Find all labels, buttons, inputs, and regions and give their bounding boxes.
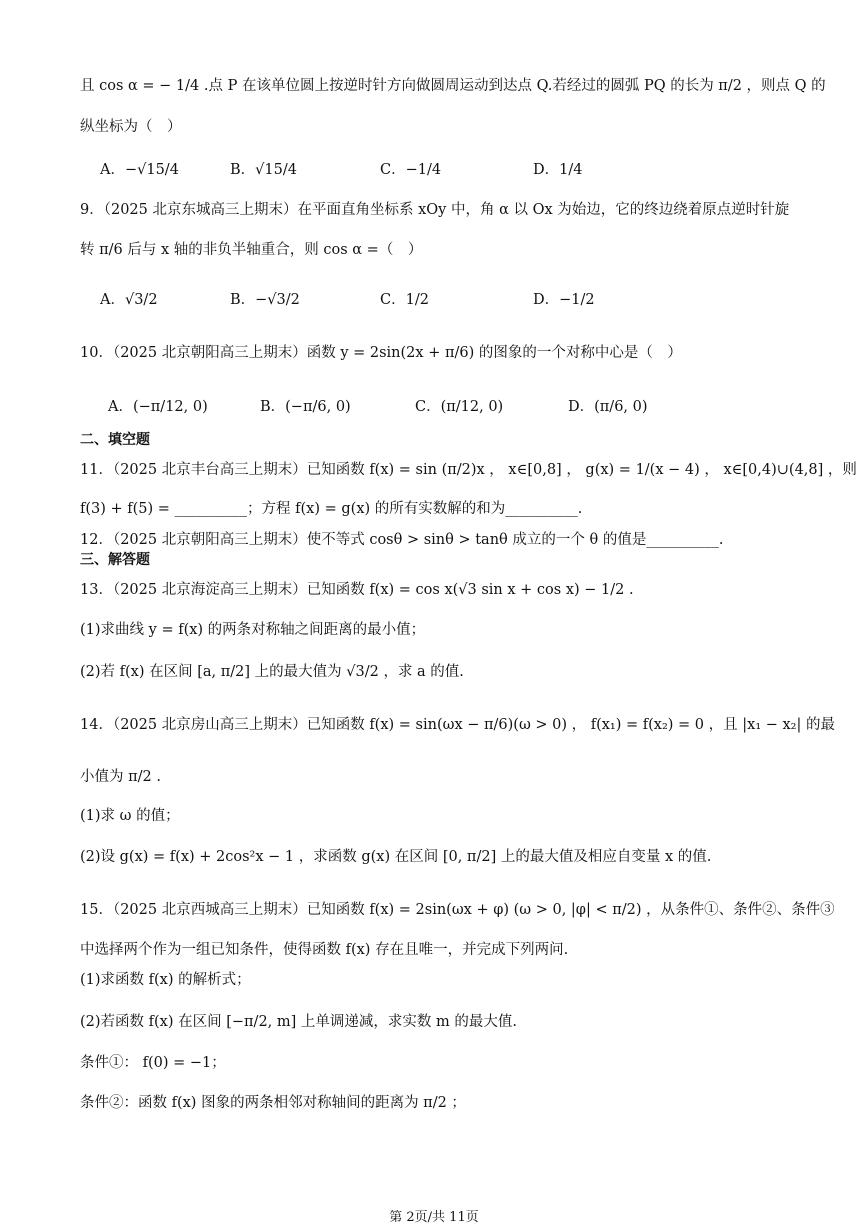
q10-option-c: C．(π/12, 0) [415, 399, 504, 415]
q8-option-b: B．√15/4 [230, 162, 297, 178]
q14-stem-line1: 14．（2025 北京房山高三上期末）已知函数 f(x) = sin(ωx − π/6)(ω > 0) ， f(x₁) = f(x₂) = 0 ，且 |x₁ − x₂| 的最 [80, 717, 835, 733]
q15-part2: (2)若函数 f(x) 在区间 [−π/2, m] 上单调递减，求实数 m 的最大值. [80, 1014, 517, 1030]
q8-stem-line2: 纵坐标为（ ） [80, 119, 182, 135]
q14-part2: (2)设 g(x) = f(x) + 2cos²x − 1 ，求函数 g(x) 在区间 [0, π/2] 上的最大值及相应自变量 x 的值. [80, 849, 712, 865]
q9-stem-line1: 9．（2025 北京东城高三上期末）在平面直角坐标系 xOy 中，角 α 以 Ox 为始边，它的终边绕着原点逆时针旋 [80, 202, 790, 218]
q11-stem-line2: f(3) + f(5) = __________；方程 f(x) = g(x) 的所有实数解的和为__________. [80, 501, 583, 517]
q8-option-c: C．−1/4 [380, 162, 442, 178]
q15-condition2: 条件②：函数 f(x) 图象的两条相邻对称轴间的距离为 π/2 ； [80, 1095, 466, 1111]
q9-option-d: D．−1/2 [533, 292, 595, 308]
q10-option-a: A．(−π/12, 0) [108, 399, 208, 415]
q12-stem: 12．（2025 北京朝阳高三上期末）使不等式 cosθ > sinθ > tanθ 成立的一个 θ 的值是__________. [80, 532, 724, 548]
q14-part1: (1)求 ω 的值； [80, 808, 180, 824]
q10-stem-line1: 10．（2025 北京朝阳高三上期末）函数 y = 2sin(2x + π/6) 的图象的一个对称中心是（ ） [80, 345, 682, 361]
q8-option-d: D．1/4 [533, 162, 583, 178]
q10-option-d: D．(π/6, 0) [568, 399, 648, 415]
q15-stem-line2: 中选择两个作为一组已知条件，使得函数 f(x) 存在且唯一，并完成下列两问. [80, 942, 569, 958]
q11-stem-line1: 11．（2025 北京丰台高三上期末）已知函数 f(x) = sin (π/2)x ， x∈[0,8] ， g(x) = 1/(x − 4) ， x∈[0,4)∪(4,8] ，则 [80, 462, 857, 478]
q10-option-b: B．(−π/6, 0) [260, 399, 351, 415]
section-solve-heading: 三、解答题 [80, 552, 150, 568]
q8-option-a: A．−√15/4 [100, 162, 179, 178]
q13-part2: (2)若 f(x) 在区间 [a, π/2] 上的最大值为 √3/2 ，求 a 的值. [80, 664, 464, 680]
q9-option-a: A．√3/2 [100, 292, 158, 308]
q15-condition1: 条件①： f(0) = −1； [80, 1055, 226, 1071]
q9-stem-line2: 转 π/6 后与 x 轴的非负半轴重合，则 cos α =（ ） [80, 242, 423, 258]
page-footer: 第 2页/共 11页 [389, 1210, 479, 1225]
q9-option-b: B．−√3/2 [230, 292, 300, 308]
section-fill-in-heading: 二、填空题 [80, 432, 150, 448]
q13-stem-line1: 13．（2025 北京海淀高三上期末）已知函数 f(x) = cos x(√3 sin x + cos x) − 1/2 . [80, 582, 634, 598]
q8-stem-line1: 且 cos α = − 1/4 .点 P 在该单位圆上按逆时针方向做圆周运动到达点 Q.若经过的圆弧 PQ 的长为 π/2 ，则点 Q 的 [80, 78, 826, 94]
q9-option-c: C．1/2 [380, 292, 429, 308]
q13-part1: (1)求曲线 y = f(x) 的两条对称轴之间距离的最小值； [80, 622, 426, 638]
q14-stem-line2: 小值为 π/2 . [80, 769, 161, 785]
q15-part1: (1)求函数 f(x) 的解析式； [80, 972, 251, 988]
q15-stem-line1: 15．（2025 北京西城高三上期末）已知函数 f(x) = 2sin(ωx + φ) (ω > 0, |φ| < π/2) ，从条件①、条件②、条件③ [80, 902, 835, 918]
